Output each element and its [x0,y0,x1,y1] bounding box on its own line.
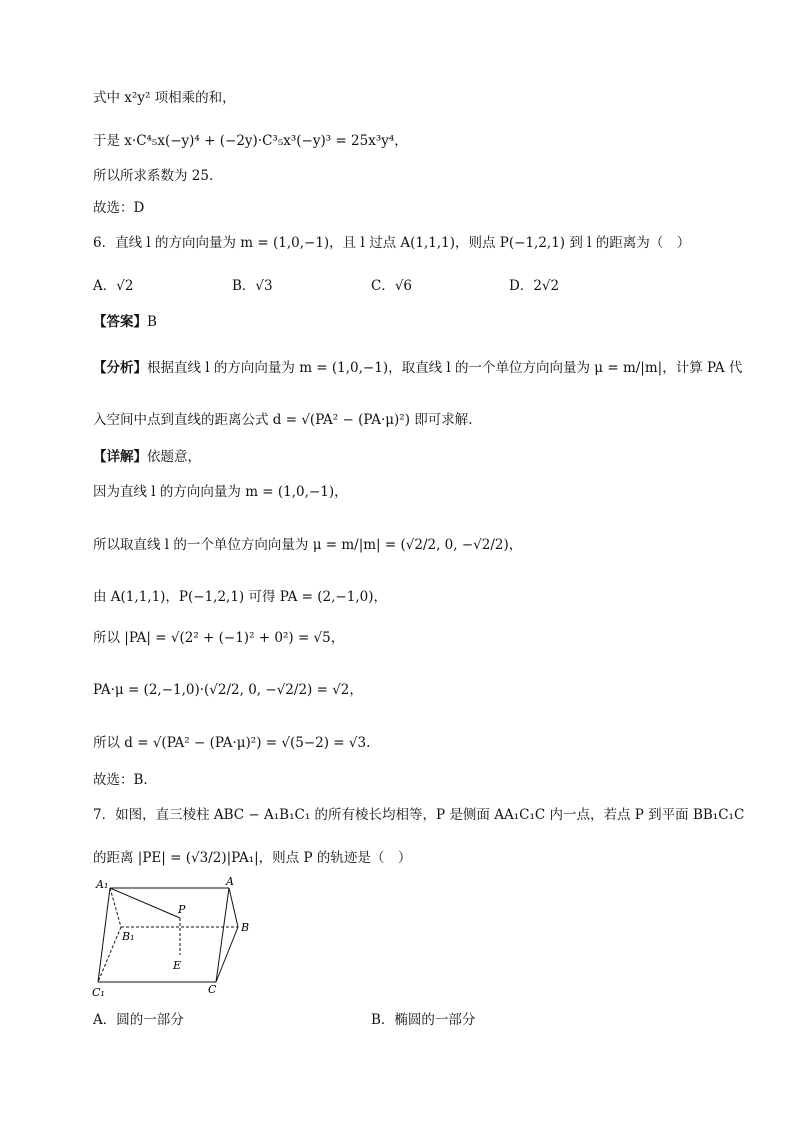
analysis-line-2: 入空间中点到直线的距离公式 d = √(PA² − (PA·μ)²) 即可求解. [93,412,473,428]
analysis-text-1: 根据直线 l 的方向向量为 m = (1,0,−1)，取直线 l 的一个单位方向向量为 μ = m/|m|，计算 PA 代 [147,360,743,376]
detail-intro: 依题意， [147,449,201,465]
edge-a1-c1 [98,888,110,982]
label-e: E [173,959,182,972]
detail-line [93,447,201,467]
analysis-line-1 [93,358,742,378]
detail-step-2: 所以取直线 l 的一个单位方向向量为 μ = m/|m| = (√2/2, 0, −√2/2)， [93,537,523,553]
line-2: 于是 x·C⁴₅x(−y)⁴ + (−2y)·C³₅x³(−y)³ = 25x³y⁴， [93,133,408,149]
line-3: 所以所求系数为 25. [93,168,214,184]
detail-step-7: 故选：B. [93,772,148,788]
question-6: 6．直线 l 的方向向量为 m = (1,0,−1)，且 l 过点 A(1,1,1)，则点 P(−1,2,1) 到 l 的距离为（ ） [93,235,691,251]
label-a: A [226,875,234,888]
label-c1: C₁ [92,986,105,999]
detail-step-1: 因为直线 l 的方向向量为 m = (1,0,−1)， [93,484,348,500]
answer-text: B [147,314,157,330]
edge-a-b [229,888,238,927]
edge-a1-b1-hidden [110,888,121,927]
question-7-line-1: 7．如图，直三棱柱 ABC − A₁B₁C₁ 的所有棱长均相等，P 是侧面 AA₁C₁C 内一点，若点 P 到平面 BB₁C₁C [93,807,745,823]
edge-a1-p [110,888,180,918]
question-7-line-2: 的距离 |PE| = (√3/2)|PA₁|，则点 P 的轨迹是（ ） [93,850,412,866]
line-1: 式中 x²y² 项相乘的和， [93,90,236,106]
line-4: 故选：D [93,200,145,216]
answer-line [93,312,157,332]
label-b1: B₁ [122,930,135,943]
q6-option-b: B．√3 [232,278,273,294]
answer-tag: 【答案】 [93,314,147,330]
detail-step-3: 由 A(1,1,1)，P(−1,2,1) 可得 PA = (2,−1,0)， [93,589,387,605]
label-c: C [208,983,217,996]
detail-tag: 【详解】 [93,449,147,465]
analysis-tag: 【分析】 [93,360,147,376]
edge-a-c [216,888,229,982]
q7-option-a: A．圆的一部分 [93,1012,184,1028]
detail-step-4: 所以 |PA| = √(2² + (−1)² + 0²) = √5， [93,630,345,646]
q6-option-a: A．√2 [93,278,134,294]
q6-option-c: C．√6 [371,278,413,294]
q7-option-b: B．椭圆的一部分 [371,1012,476,1028]
prism-figure [88,875,268,1005]
label-b: B [241,921,250,934]
label-a1: A₁ [96,878,109,891]
detail-step-6: 所以 d = √(PA² − (PA·μ)²) = √(5−2) = √3. [93,735,371,751]
detail-step-5: PA·μ = (2,−1,0)·(√2/2, 0, −√2/2) = √2， [93,682,363,698]
q6-option-d: D．2√2 [509,278,560,294]
label-p: P [178,903,186,916]
